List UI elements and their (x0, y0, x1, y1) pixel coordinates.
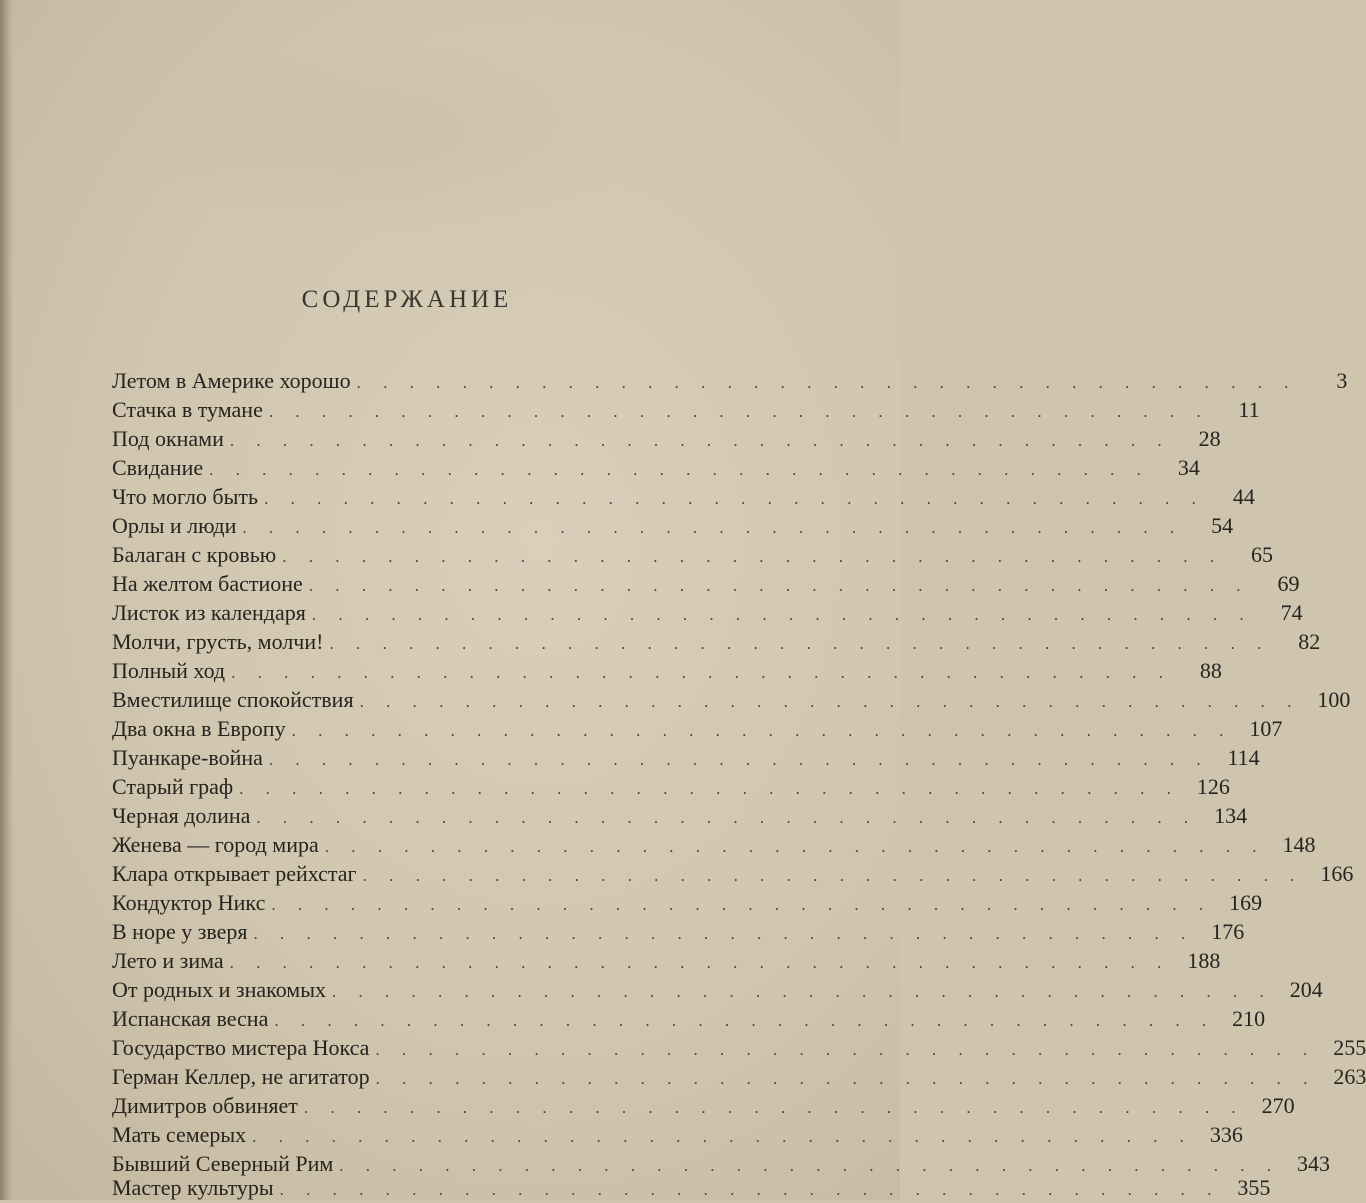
entry-title: Вместилище спокойствия (112, 687, 354, 712)
dot-leader: . . . . . . . . . . . . . . . . . . . . . . . . . . . . . . . . . . . . (271, 895, 1213, 914)
entry-title: Стачка в тумане (112, 397, 263, 422)
dot-leader: . . . . . . . . . . . . . . . . . . . . . . . . . . . . . . . . . . . . (308, 576, 1250, 595)
entry-page: 148 (1282, 832, 1316, 857)
entry-title: Пуанкаре-война (112, 745, 263, 770)
toc-entry (112, 629, 1321, 657)
toc-entry (112, 1122, 1243, 1150)
entry-page: 134 (1214, 803, 1248, 828)
dot-leader: . . . . . . . . . . . . . . . . . . . . . . . . . . . . . . . . . . . . (282, 547, 1223, 566)
entry-page: 82 (1298, 629, 1321, 654)
entry-title: Листок из календаря (112, 600, 306, 625)
toc-entry (112, 774, 1230, 802)
toc-entry (112, 600, 1303, 628)
toc-entry (112, 803, 1248, 831)
dot-leader: . . . . . . . . . . . . . . . . . . . . . . . . . . . . . . . . . . . . (268, 402, 1210, 421)
dot-leader: . . . . . . . . . . . . . . . . . . . . . . . . . . . . . . . . . . . . (329, 634, 1271, 653)
dot-leader: . . . . . . . . . . . . . . . . . . . . . . . . . . . . . . . . . . . . (229, 431, 1171, 450)
dot-leader: . . . . . . . . . . . . . . . . . . . . . . . . . . . . . . . . . . . . (252, 1127, 1193, 1146)
toc-entry (112, 571, 1300, 599)
toc-entry (112, 1093, 1295, 1121)
entry-page: 336 (1209, 1122, 1243, 1147)
entry-page: 255 (1333, 1035, 1366, 1060)
toc-entry (112, 658, 1222, 686)
entry-page: 355 (1237, 1175, 1271, 1200)
toc-entry (112, 948, 1221, 976)
toc-entry (112, 368, 1348, 396)
entry-title: Черная долина (112, 803, 251, 828)
entry-page: 126 (1196, 774, 1230, 799)
toc-entry (112, 542, 1273, 570)
entry-title: На желтом бастионе (112, 571, 303, 596)
entry-title: Балаган с кровью (112, 542, 277, 567)
entry-title: Димитров обвиняет (112, 1093, 298, 1118)
entry-page: 169 (1229, 890, 1263, 915)
toc-entry (112, 455, 1200, 483)
toc-entry (112, 745, 1260, 773)
dot-leader: . . . . . . . . . . . . . . . . . . . . . . . . . . . . . . . . . . . . (279, 1180, 1221, 1199)
entry-page: 210 (1232, 1006, 1266, 1031)
entry-title: Два окна в Европу (112, 716, 286, 741)
entry-page: 107 (1249, 716, 1283, 741)
entry-title: Полный ход (112, 658, 226, 683)
dot-leader: . . . . . . . . . . . . . . . . . . . . . . . . . . . . . . . . . . . . (268, 750, 1210, 769)
toc-entry (112, 1064, 1366, 1092)
entry-page: 11 (1238, 397, 1260, 422)
entry-page: 69 (1277, 571, 1300, 596)
toc-entry (112, 716, 1283, 744)
toc-entry (112, 1035, 1366, 1063)
entry-title: Государство мистера Нокса (112, 1035, 370, 1060)
entry-title: Мать семерых (112, 1122, 247, 1147)
dot-leader: . . . . . . . . . . . . . . . . . . . . . . . . . . . . . . . . . . . . (303, 1098, 1245, 1117)
entry-title: Летом в Америке хорошо (112, 368, 351, 393)
toc-entry (112, 484, 1255, 512)
entry-title: Герман Келлер, не агитатор (112, 1064, 370, 1089)
toc-entry (112, 397, 1260, 425)
entry-page: 88 (1199, 658, 1222, 683)
entry-title: В норе у зверя (112, 919, 248, 944)
entry-page: 34 (1177, 455, 1200, 480)
dot-leader: . . . . . . . . . . . . . . . . . . . . . . . . . . . . . . . . . . . . (239, 779, 1180, 798)
entry-page: 270 (1261, 1093, 1295, 1118)
entry-page: 3 (1336, 368, 1348, 393)
toc-entry (112, 513, 1234, 541)
entry-page: 188 (1187, 948, 1221, 973)
dot-leader: . . . . . . . . . . . . . . . . . . . . . . . . . . . . . . . . . . . . (311, 605, 1253, 624)
toc-entry (112, 1175, 1271, 1203)
entry-title: Кондуктор Никс (112, 890, 266, 915)
entry-title: Свидание (112, 455, 204, 480)
entry-title: От родных и знакомых (112, 977, 326, 1002)
toc-entry (112, 919, 1245, 947)
entry-title: Бывший Северный Рим (112, 1151, 334, 1176)
entry-page: 343 (1297, 1151, 1331, 1176)
dot-leader: . . . . . . . . . . . . . . . . . . . . . . . . . . . . . . . . . . . . (231, 663, 1172, 682)
dot-leader: . . . . . . . . . . . . . . . . . . . . . . . . . . . . . . . . . . . . (242, 518, 1184, 537)
entry-page: 263 (1333, 1064, 1366, 1089)
toc-entry (112, 890, 1263, 918)
entry-title: Молчи, грусть, молчи! (112, 629, 324, 654)
entry-title: Старый граф (112, 774, 234, 799)
toc-entry (112, 426, 1221, 454)
dot-leader: . . . . . . . . . . . . . . . . . . . . . . . . . . . . . . . . . . . . (362, 866, 1304, 885)
entry-title: Мастер культуры (112, 1175, 274, 1200)
entry-title: Орлы и люди (112, 513, 237, 538)
dot-leader: . . . . . . . . . . . . . . . . . . . . . . . . . . . . . . . . . . . . (359, 692, 1301, 711)
dot-leader: . . . . . . . . . . . . . . . . . . . . . . . . . . . . . . . . . . . . (331, 982, 1273, 1001)
entry-page: 176 (1211, 919, 1245, 944)
contents-heading: СОДЕРЖАНИЕ (301, 286, 513, 313)
entry-page: 54 (1211, 513, 1234, 538)
entry-title: Что могло быть (112, 484, 259, 509)
entry-title: Клара открывает рейхстаг (112, 861, 357, 886)
dot-leader: . . . . . . . . . . . . . . . . . . . . . . . . . . . . . . . . . . . . (256, 808, 1198, 827)
entry-title: Под окнами (112, 426, 224, 451)
entry-page: 100 (1317, 687, 1351, 712)
dot-leader: . . . . . . . . . . . . . . . . . . . . . . . . . . . . . . . . . . . . (229, 953, 1171, 972)
dot-leader: . . . . . . . . . . . . . . . . . . . . . . . . . . . . . . . . . . . . (339, 1156, 1281, 1175)
toc-entry (112, 977, 1323, 1005)
dot-leader: . . . . . . . . . . . . . . . . . . . . . . . . . . . . . . . . . . . . (264, 489, 1205, 508)
toc-entry (112, 1006, 1266, 1034)
dot-leader: . . . . . . . . . . . . . . . . . . . . . . . . . . . . . . . . . . . . (356, 373, 1298, 392)
dot-leader: . . . . . . . . . . . . . . . . . . . . . . . . . . . . . . . . . . . . (253, 924, 1195, 943)
entry-page: 74 (1280, 600, 1303, 625)
entry-page: 166 (1320, 861, 1354, 886)
entry-page: 44 (1232, 484, 1255, 509)
dot-leader: . . . . . . . . . . . . . . . . . . . . . . . . . . . . . . . . . . . . (274, 1011, 1216, 1030)
entry-title: Лето и зима (112, 948, 224, 973)
entry-page: 28 (1198, 426, 1221, 451)
entry-page: 204 (1289, 977, 1323, 1002)
entry-page: 114 (1227, 745, 1260, 770)
toc-entry (112, 832, 1316, 860)
entry-page: 65 (1250, 542, 1273, 567)
entry-title: Женева — город мира (112, 832, 319, 857)
dot-leader: . . . . . . . . . . . . . . . . . . . . . . . . . . . . . . . . . . . . (324, 837, 1266, 856)
dot-leader: . . . . . . . . . . . . . . . . . . . . . . . . . . . . . . . . . . . . (375, 1069, 1317, 1088)
dot-leader: . . . . . . . . . . . . . . . . . . . . . . . . . . . . . . . . . . . . (291, 721, 1233, 740)
toc-entry (112, 861, 1354, 889)
entry-title: Испанская весна (112, 1006, 269, 1031)
toc-entry (112, 687, 1351, 715)
dot-leader: . . . . . . . . . . . . . . . . . . . . . . . . . . . . . . . . . . . . (209, 460, 1150, 479)
dot-leader: . . . . . . . . . . . . . . . . . . . . . . . . . . . . . . . . . . . . (375, 1040, 1317, 1059)
